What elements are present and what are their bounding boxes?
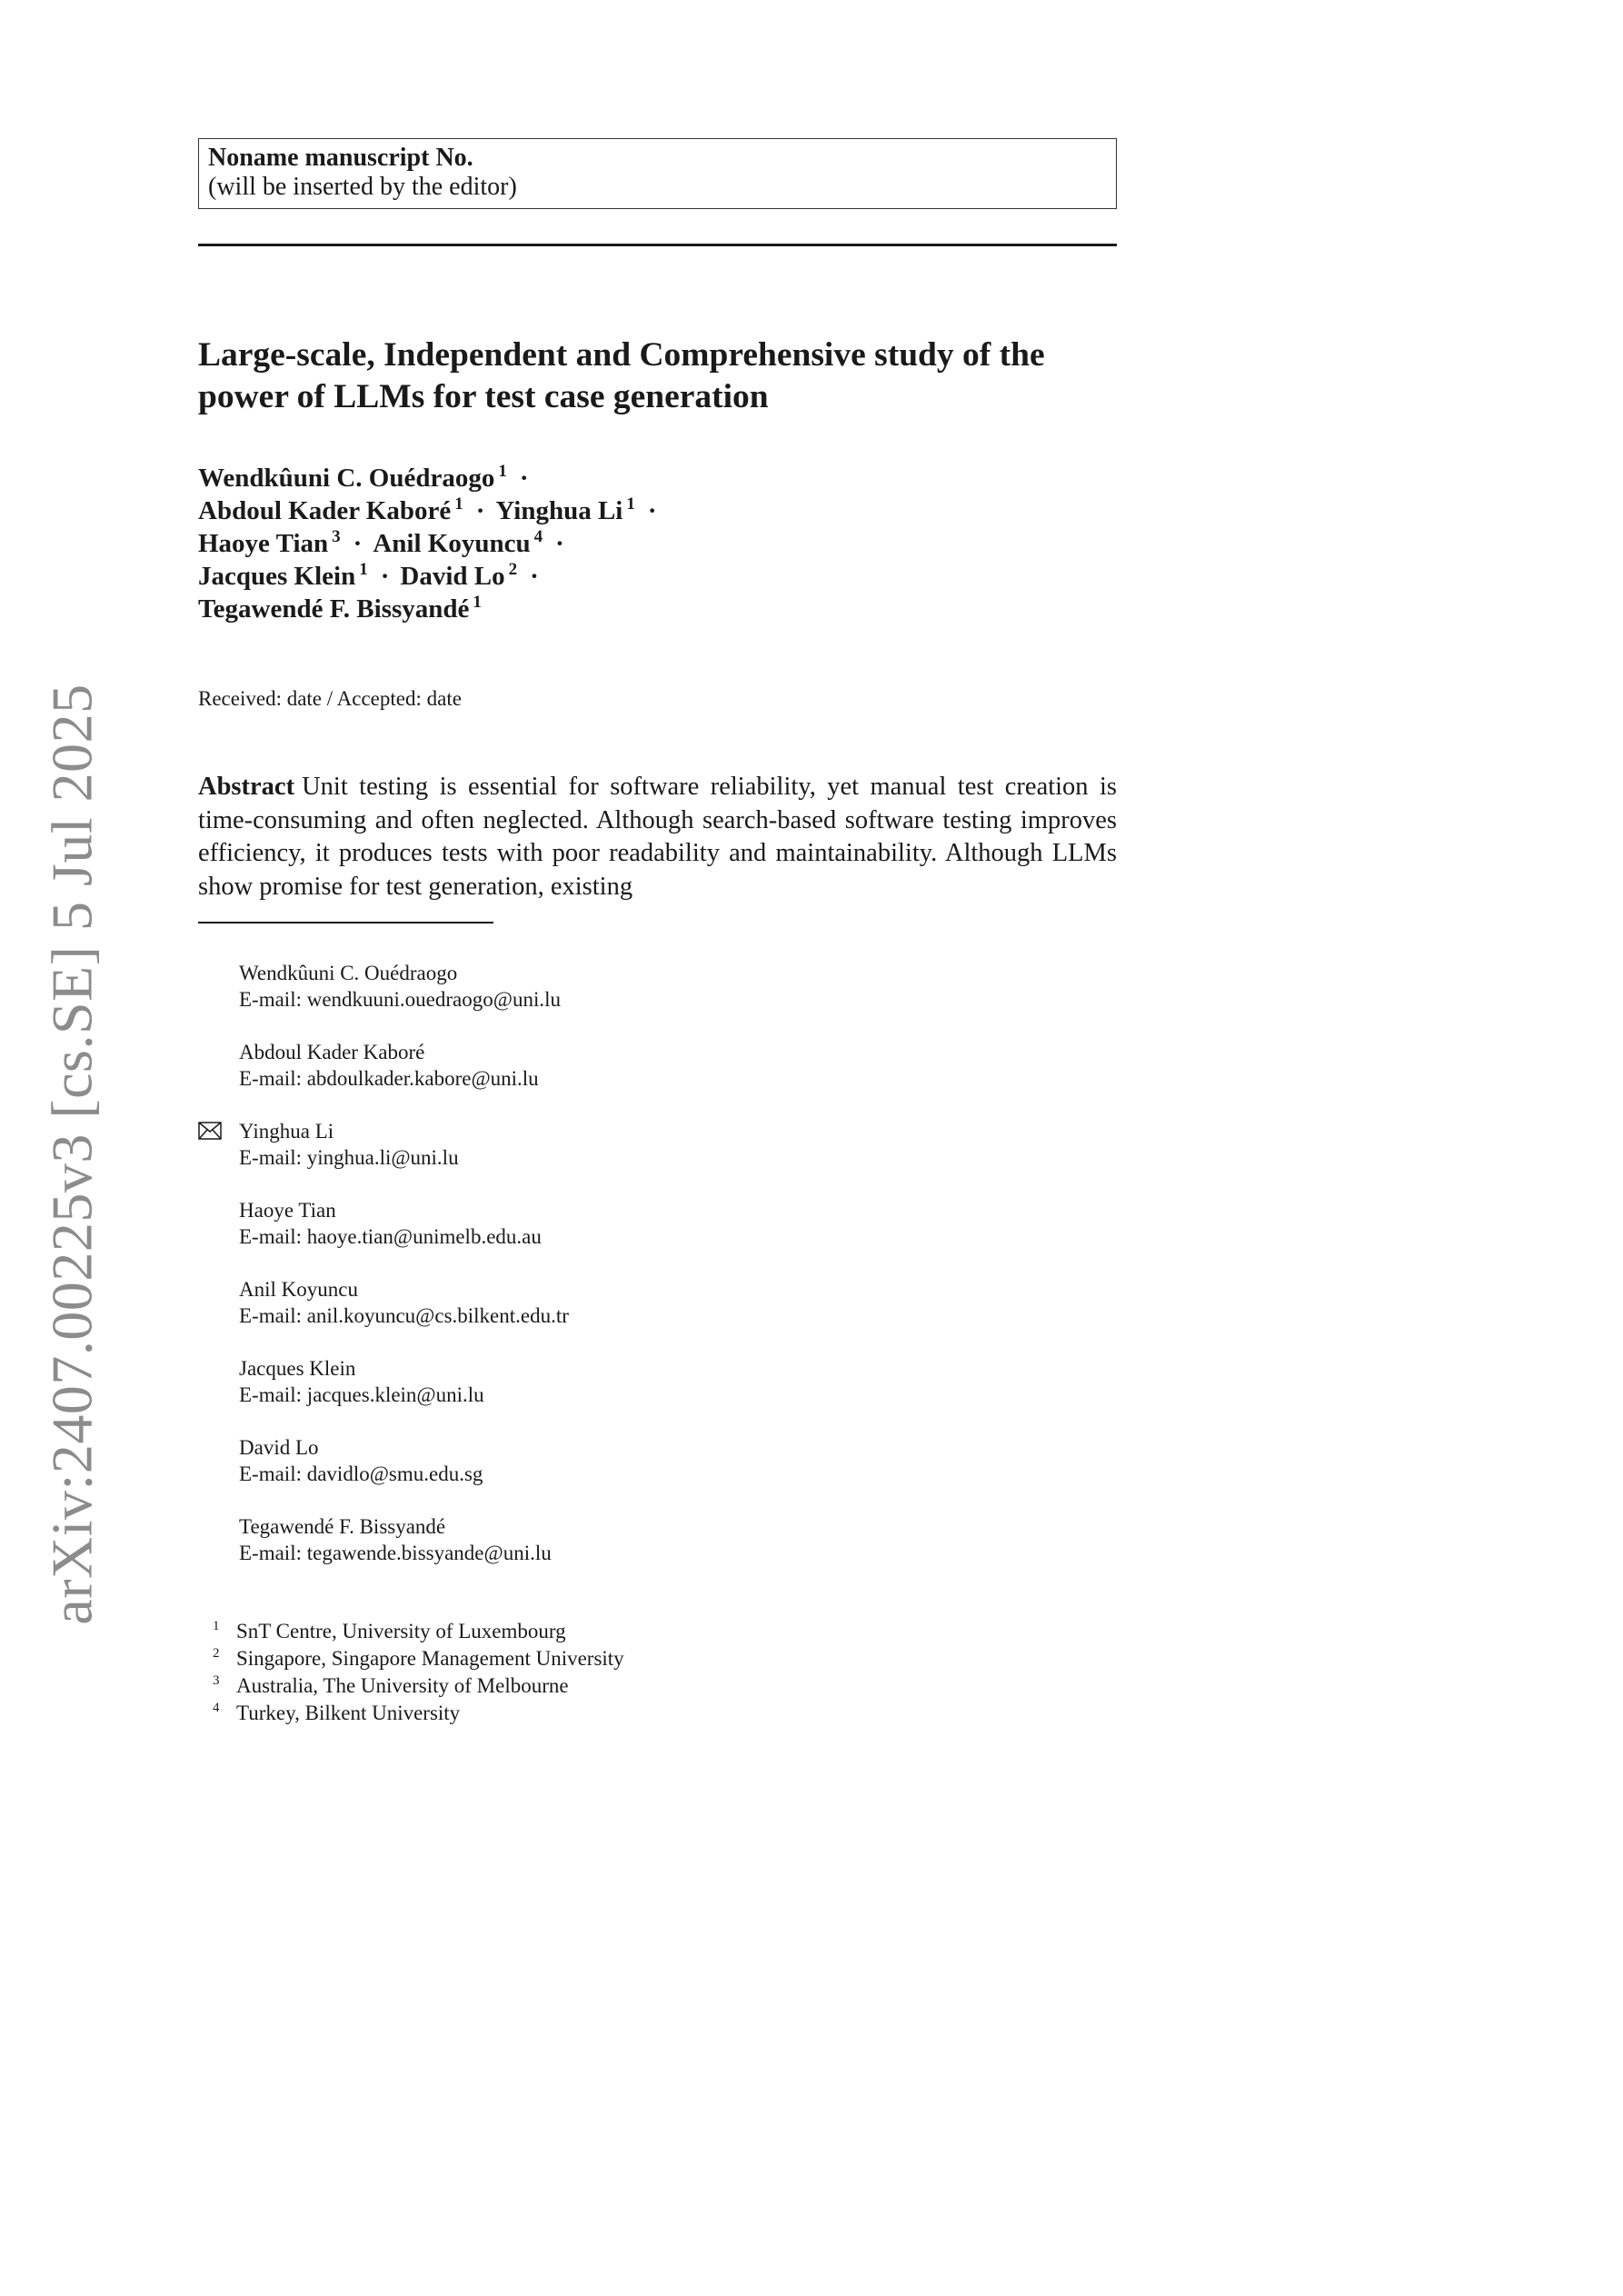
affiliation-text: Singapore, Singapore Management University: [236, 1647, 624, 1670]
footnote-rule: [198, 922, 493, 923]
affiliation-list: [213, 1618, 624, 1727]
author-affiliation-mark: 1: [473, 593, 482, 612]
contact-entry: [239, 1197, 569, 1250]
author-name: Yinghua Li: [495, 496, 623, 525]
author-line: [198, 494, 1117, 527]
contact-entry: [239, 1355, 569, 1408]
contact-email[interactable]: E-mail: jacques.klein@uni.lu: [239, 1383, 484, 1406]
contact-email[interactable]: E-mail: yinghua.li@uni.lu: [239, 1146, 459, 1169]
author-name: Tegawendé F. Bissyandé: [198, 594, 470, 624]
affiliation-text: Australia, The University of Melbourne: [236, 1674, 569, 1697]
author-name: Jacques Klein: [198, 562, 356, 591]
manuscript-number: Noname manuscript No.: [208, 144, 473, 172]
arxiv-stamp-text: arXiv:2407.00225v3 [cs.SE] 5 Jul 2025: [40, 684, 105, 1625]
contact-entry: [239, 1039, 569, 1092]
author-separator: ·: [475, 496, 485, 525]
author-line: [198, 462, 1117, 494]
envelope-icon: [198, 1122, 222, 1140]
author-affiliation-mark: 1: [626, 494, 635, 514]
affiliation-item: $^2$ Singapore, Singapore Management University: [213, 1646, 624, 1670]
author-affiliation-mark: 4: [533, 527, 543, 546]
arxiv-stamp: [36, 684, 109, 1625]
abstract-text: Unit testing is essential for software reliability, yet manual test creation is time-consuming and often neglected. Although search-based software testing improves efficiency, it produces tests with poor readability and maintainability. Although LLMs show promise for test generation, existing: [198, 773, 1117, 901]
author-line: [198, 560, 1117, 593]
author-name: Abdoul Kader Kaboré: [198, 496, 452, 525]
author-name: Wendkûuni C. Ouédraogo: [198, 464, 495, 493]
author-separator: ·: [555, 529, 564, 558]
manuscript-box: [198, 138, 1117, 209]
affiliation-item: $^4$ Turkey, Bilkent University: [213, 1701, 461, 1724]
contact-name: Abdoul Kader Kaboré: [239, 1041, 425, 1063]
author-separator: ·: [353, 529, 363, 558]
affiliation-item: $^1$ SnT Centre, University of Luxembourg: [213, 1619, 566, 1642]
contact-name: Tegawendé F. Bissyandé: [239, 1515, 446, 1538]
manuscript-editor-note: (will be inserted by the editor): [208, 173, 517, 201]
contact-entry: [239, 960, 569, 1013]
affiliation-text: Turkey, Bilkent University: [236, 1702, 461, 1724]
contact-name: Haoye Tian: [239, 1199, 336, 1222]
author-separator: ·: [530, 562, 539, 591]
author-affiliation-mark: 1: [454, 494, 463, 514]
author-name: Haoye Tian: [198, 529, 329, 558]
abstract-label: Abstract: [198, 773, 295, 801]
author-separator: ·: [519, 464, 529, 493]
author-separator: ·: [647, 496, 657, 525]
author-affiliation-mark: 2: [508, 560, 518, 579]
author-name: Anil Koyuncu: [373, 529, 531, 558]
paper-title: Large-scale, Independent and Comprehensive study of the power of LLMs for test case generation: [198, 336, 1045, 415]
contact-email[interactable]: E-mail: abdoulkader.kabore@uni.lu: [239, 1067, 539, 1090]
abstract: [198, 771, 1117, 903]
contact-email[interactable]: E-mail: anil.koyuncu@cs.bilkent.edu.tr: [239, 1304, 569, 1327]
affiliation-item: $^3$ Australia, The University of Melbourne: [213, 1673, 569, 1697]
contact-name: David Lo: [239, 1436, 319, 1459]
affiliation-text: SnT Centre, University of Luxembourg: [236, 1620, 566, 1642]
contact-entry: [239, 1276, 569, 1329]
author-list: [198, 462, 1117, 625]
author-name: David Lo: [400, 562, 505, 591]
received-date: Received: date / Accepted: date: [198, 687, 462, 710]
author-affiliation-mark: 1: [498, 462, 507, 481]
contact-name: Anil Koyuncu: [239, 1278, 358, 1301]
author-line: [198, 593, 1117, 625]
contact-entry: [239, 1513, 569, 1566]
author-affiliation-mark: 3: [332, 527, 341, 546]
contact-name: Yinghua Li: [239, 1120, 334, 1143]
author-line: [198, 527, 1117, 560]
contact-name: Wendkûuni C. Ouédraogo: [239, 962, 458, 984]
contact-email[interactable]: E-mail: haoye.tian@unimelb.edu.au: [239, 1225, 542, 1248]
header-rule: [198, 244, 1117, 246]
contact-name: Jacques Klein: [239, 1357, 356, 1380]
contact-email[interactable]: E-mail: wendkuuni.ouedraogo@uni.lu: [239, 988, 561, 1011]
contact-entry-corresponding: [239, 1118, 569, 1171]
contact-email[interactable]: E-mail: tegawende.bissyande@uni.lu: [239, 1542, 552, 1564]
contact-email[interactable]: E-mail: davidlo@smu.edu.sg: [239, 1462, 483, 1485]
contact-list: [239, 960, 569, 1592]
author-affiliation-mark: 1: [359, 560, 368, 579]
author-separator: ·: [380, 562, 390, 591]
contact-entry: [239, 1434, 569, 1487]
